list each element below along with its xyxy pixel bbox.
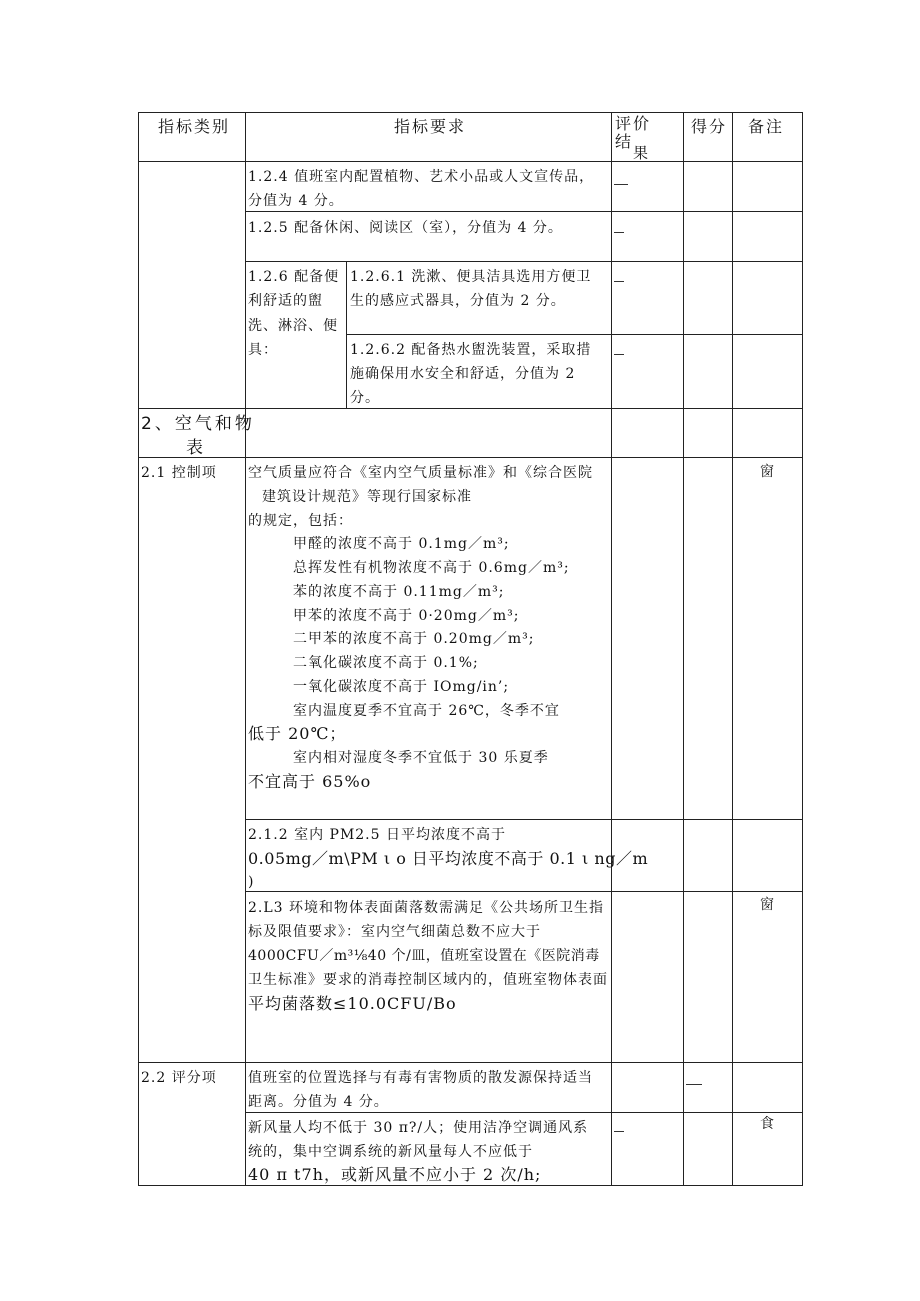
- header-eval-line2: 结: [615, 132, 634, 151]
- item-1-2-6-2-line1: 1.2.6.2 配备热水盥洗装置，采取措: [350, 342, 592, 358]
- eval-mark: [614, 1131, 624, 1132]
- item-2-1-3-line: 平均菌落数≤10.0CFU/Bo: [248, 994, 457, 1013]
- eval-mark: [614, 354, 624, 355]
- item-2-1-1-line: 二氧化碳浓度不高于 0.1%;: [293, 655, 479, 671]
- row-divider: [138, 161, 803, 162]
- item-1-2-6-2-line2: 施确保用水安全和舒适，分值为 2: [350, 366, 576, 382]
- item-2-1-2-line: 0.05mg／m\PM ι o 日平均浓度不高于 0.1 ι ng／m: [248, 849, 649, 868]
- header-category: 指标类别: [158, 117, 231, 136]
- item-2-1-1-line: 建筑设计规范》等现行国家标准: [262, 489, 472, 505]
- col-divider-eval: [611, 112, 612, 1186]
- item-2-1-2-line: 2.1.2 室内 PM2.5 日平均浓度不高于: [248, 827, 506, 843]
- item-2-1-1-line: 苯的浓度不高于 0.11mg／m³;: [293, 584, 505, 600]
- item-2-2-2-line: 统的，集中空调系统的新风量每人不应低于: [248, 1144, 533, 1160]
- eval-mark: [614, 184, 628, 185]
- item-1-2-4-line2: 分值为 4 分。: [248, 193, 344, 209]
- item-1-2-6-1-line1: 1.2.6.1 洗漱、便具洁具选用方便卫: [350, 269, 592, 285]
- col-divider-score: [683, 112, 684, 1186]
- eval-mark: [614, 281, 624, 282]
- item-2-1-1-line: 室内温度夏季不宜高于 26℃，冬季不宜: [293, 703, 560, 719]
- item-2-1-1-line: 甲苯的浓度不高于 0·20mg／m³;: [293, 608, 520, 624]
- category-2-1-label: 2.1 控制项: [141, 465, 217, 481]
- item-1-2-6-2-line3: 分。: [350, 390, 380, 406]
- row-divider: [138, 457, 803, 458]
- category-2-2-label: 2.2 评分项: [141, 1070, 217, 1086]
- item-1-2-5-line1: 1.2.5 配备休闲、阅读区（室），分值为 4 分。: [248, 220, 563, 236]
- item-1-2-6-line1: 1.2.6 配备便: [248, 269, 340, 285]
- section-2-title-line1: 2、空气和物: [141, 414, 255, 434]
- item-2-2-1-line: 距离。分值为 4 分。: [248, 1094, 389, 1110]
- item-2-1-1-line: 空气质量应符合《室内空气质量标准》和《综合医院: [248, 465, 593, 481]
- eval-mark: [614, 232, 624, 233]
- row-divider: [245, 261, 803, 262]
- header-requirement: 指标要求: [394, 117, 467, 136]
- item-2-1-1-line: 不宜高于 65%o: [248, 772, 372, 791]
- item-1-2-6-line3: 洗、淋浴、便: [248, 318, 338, 334]
- header-eval-line1: 评价: [615, 114, 652, 133]
- item-2-1-1-line: 二甲苯的浓度不高于 0.20mg／m³;: [293, 631, 535, 647]
- item-2-1-3-line: 2.L3 环境和物体表面菌落数需满足《公共场所卫生指: [248, 900, 605, 916]
- col-divider-remark: [732, 112, 733, 1186]
- item-2-1-1-line: 甲醛的浓度不高于 0.1mg／m³;: [293, 536, 510, 552]
- header-eval-line3: 果: [633, 144, 650, 162]
- item-2-2-2-line: 新风量人均不低于 30 π?/人；使用洁净空调通风系: [248, 1120, 589, 1136]
- item-2-1-1-line: 室内相对湿度冬季不宜低于 30 乐夏季: [293, 750, 549, 766]
- item-2-1-1-line: 低于 20℃；: [248, 724, 347, 743]
- item-1-2-6-line4: 具：: [248, 342, 278, 358]
- item-2-1-2-line: ): [248, 874, 255, 890]
- remark-2-1-1: 窗: [760, 464, 775, 480]
- col-divider-category: [245, 112, 246, 1186]
- header-remark: 备注: [748, 117, 785, 136]
- item-2-1-3-line: 标及限值要求》：室内空气细菌总数不应大于: [248, 924, 541, 940]
- item-2-1-1-line: 的规定，包括：: [248, 513, 353, 529]
- item-1-2-6-1-line2: 生的感应式器具，分值为 2 分。: [350, 293, 566, 309]
- item-1-2-4-line1: 1.2.4 值班室内配置植物、艺术小品或人文宣传品，: [248, 169, 595, 185]
- row-divider: [245, 891, 803, 892]
- item-2-2-1-line: 值班室的位置选择与有毒有害物质的散发源保持适当: [248, 1070, 593, 1086]
- item-2-2-2-line: 40 π t7h，或新风量不应小于 2 次/h;: [248, 1165, 542, 1184]
- remark-2-1-3: 窗: [760, 897, 775, 913]
- score-mark: [686, 1084, 702, 1085]
- section-2-title-line2: 表: [186, 438, 206, 458]
- row-divider: [346, 334, 803, 335]
- remark-2-2-2: 食: [760, 1116, 775, 1132]
- item-1-2-6-line2: 利舒适的盥: [248, 293, 323, 309]
- item-2-1-1-line: 总挥发性有机物浓度不高于 0.6mg／m³;: [293, 560, 570, 576]
- row-divider: [138, 1062, 803, 1063]
- header-score: 得分: [691, 117, 728, 136]
- item-2-1-1-line: 一氧化碳浓度不高于 IOmg/in’;: [293, 679, 510, 695]
- row-divider: [245, 819, 803, 820]
- row-divider: [138, 408, 803, 409]
- item-2-1-3-line: 卫生标准》要求的消毒控制区域内的，值班室物体表面: [248, 972, 608, 988]
- item-2-1-3-line: 4000CFU／m³⅛40 个/皿，值班室设置在《医院消毒: [248, 948, 600, 964]
